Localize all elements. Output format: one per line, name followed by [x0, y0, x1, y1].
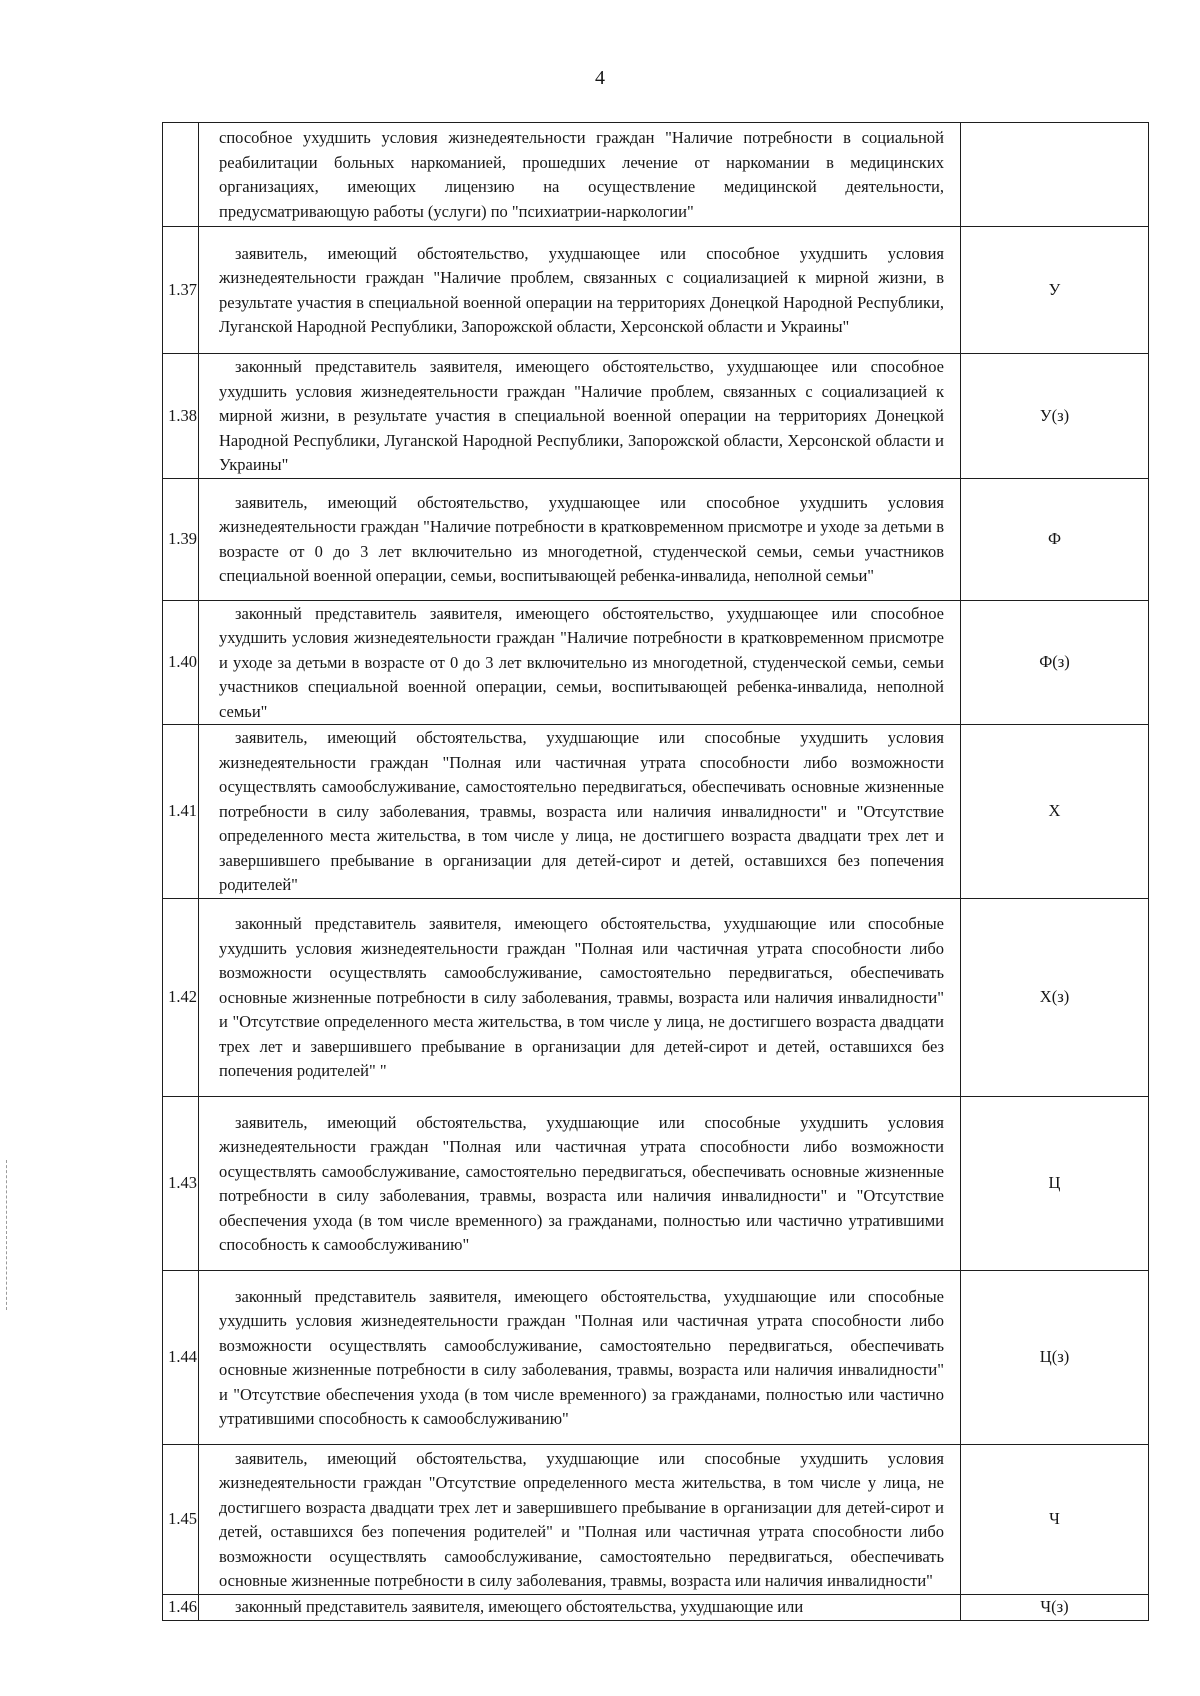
row-description: [199, 227, 961, 354]
row-description: [199, 354, 961, 479]
row-description-text: законный представитель заявителя, имеющего обстоятельства, ухудшающие или способные ухудшить условия жизнедеятельности граждан "Полная или частичная утрата способности либо возможности осуществлять самообслуживание, самостоятельно передвигаться, обеспечивать основные жизненные потребности в силу заболевания, травмы, возраста или наличия инвалидности" и "Отсутствие определенного места жительства, в том числе у лица, не достигшего возраста двадцати трех лет и завершившего пребывание в организации для детей-сирот и детей, оставшихся без попечения родителей" ": [219, 914, 944, 1081]
row-description-text: заявитель, имеющий обстоятельства, ухудшающие или способные ухудшить условия жизнедеятельности граждан "Полная или частичная утрата способности либо возможности осуществлять самообслуживание, самостоятельно передвигаться, обеспечивать основные жизненные потребности в силу заболевания, травмы, возраста или наличия инвалидности" и "Отсутствие обеспечения ухода (в том числе временного) за гражданами, полностью или частично утратившими способность к самообслуживанию": [219, 1112, 944, 1254]
row-number: 1.43: [163, 1097, 199, 1271]
row-code: Х(з): [961, 899, 1149, 1097]
row-number: 1.38: [163, 354, 199, 479]
row-number: 1.40: [163, 600, 199, 725]
table-row: [163, 478, 1149, 600]
row-code: Ф(з): [961, 600, 1149, 725]
row-description-text: заявитель, имеющий обстоятельство, ухудшающее или способное ухудшить условия жизнедеятельности граждан "Наличие проблем, связанных с социализацией к мирной жизни, в результате участия в специальной военной операции на территориях Донецкой Народной Республики, Луганской Народной Республики, Запорожской области, Херсонской области и Украины": [219, 243, 944, 336]
row-description: [199, 478, 961, 600]
row-code: Ч: [961, 1445, 1149, 1595]
document-table: [162, 122, 1149, 1621]
table-row: [163, 354, 1149, 479]
row-description-text: законный представитель заявителя, имеющего обстоятельство, ухудшающее или способное ухудшить условия жизнедеятельности граждан "Наличие потребности в кратковременном присмотре и уходе за детьми в возрасте от 0 до 3 лет включительно из многодетной, студенческой семьи, семьи участников специальной военной операции, семьи, воспитывающей ребенка-инвалида, неполной семьи": [219, 603, 944, 721]
row-number: 1.42: [163, 899, 199, 1097]
row-number: 1.44: [163, 1271, 199, 1445]
row-description-text: заявитель, имеющий обстоятельства, ухудшающие или способные ухудшить условия жизнедеятельности граждан "Полная или частичная утрата способности либо возможности осуществлять самообслуживание, самостоятельно передвигаться, обеспечивать основные жизненные потребности в силу заболевания, травмы, возраста или наличия инвалидности" и "Отсутствие определенного места жительства, в том числе у лица, не достигшего возраста двадцати трех лет и завершившего пребывание в организации для детей-сирот и детей, оставшихся без попечения родителей": [219, 728, 944, 895]
row-number: [163, 123, 199, 227]
row-code: У: [961, 227, 1149, 354]
row-code: [961, 123, 1149, 227]
row-number: 1.37: [163, 227, 199, 354]
row-number: 1.41: [163, 725, 199, 899]
row-description-text: законный представитель заявителя, имеющего обстоятельства, ухудшающие или способные ухудшить условия жизнедеятельности граждан "Полная или частичная утрата способности либо возможности осуществлять самообслуживание, самостоятельно передвигаться, обеспечивать основные жизненные потребности в силу заболевания, травмы, возраста или наличия инвалидности" и "Отсутствие обеспечения ухода (в том числе временного) за гражданами, полностью или частично утратившими способность к самообслуживанию": [219, 1286, 944, 1428]
row-number: 1.45: [163, 1445, 199, 1595]
row-description-text: заявитель, имеющий обстоятельства, ухудшающие или способные ухудшить условия жизнедеятельности граждан "Отсутствие определенного места жительства, в том числе у лица, не достигшего возраста двадцати трех лет и завершившего пребывание в организации для детей-сирот и детей, оставшихся без попечения родителей" и "Полная или частичная утрата способности либо возможности осуществлять самообслуживание, самостоятельно передвигаться, обеспечивать основные жизненные потребности в силу заболевания, травмы, возраста или наличия инвалидности": [219, 1448, 944, 1590]
table-row: [163, 227, 1149, 354]
row-description: [199, 725, 961, 899]
table-row: [163, 1595, 1149, 1621]
table-row: [163, 600, 1149, 725]
row-description: [199, 1445, 961, 1595]
row-number: 1.39: [163, 478, 199, 600]
scan-edge-mark: [6, 1160, 9, 1310]
row-description-text: заявитель, имеющий обстоятельство, ухудшающее или способное ухудшить условия жизнедеятельности граждан "Наличие потребности в кратковременном присмотре и уходе за детьми в возрасте от 0 до 3 лет включительно из многодетной, студенческой семьи, семьи участников специальной военной операции, семьи, воспитывающей ребенка-инвалида, неполной семьи": [219, 492, 944, 585]
row-code: Ф: [961, 478, 1149, 600]
row-description: [199, 600, 961, 725]
row-description: [199, 1271, 961, 1445]
table-row: [163, 123, 1149, 227]
row-code: Х: [961, 725, 1149, 899]
table-row: [163, 1445, 1149, 1595]
row-description-text: законный представитель заявителя, имеющего обстоятельства, ухудшающие или: [235, 1597, 804, 1616]
row-code: Ч(з): [961, 1595, 1149, 1621]
table-row: [163, 1271, 1149, 1445]
table-row: [163, 1097, 1149, 1271]
row-description: способное ухудшить условия жизнедеятельности граждан "Наличие потребности в социальной реабилитации больных наркоманией, прошедших лечение от наркомании в медицинских организациях, имеющих лицензию на осуществление медицинской деятельности, предусматривающую работы (услуги) по "психиатрии-наркологии": [199, 123, 961, 227]
row-description: [199, 899, 961, 1097]
row-code: Ц: [961, 1097, 1149, 1271]
table-row: [163, 899, 1149, 1097]
row-code: Ц(з): [961, 1271, 1149, 1445]
row-description-text: законный представитель заявителя, имеющего обстоятельство, ухудшающее или способное ухудшить условия жизнедеятельности граждан "Наличие проблем, связанных с социализацией к мирной жизни, в результате участия в специальной военной операции на территориях Донецкой Народной Республики, Луганской Народной Республики, Запорожской области, Херсонской области и Украины": [219, 357, 944, 474]
page-number: 4: [595, 67, 605, 89]
row-number: 1.46: [163, 1595, 199, 1621]
row-code: У(з): [961, 354, 1149, 479]
row-description: [199, 1097, 961, 1271]
row-description: [199, 1595, 961, 1621]
table-row: [163, 725, 1149, 899]
